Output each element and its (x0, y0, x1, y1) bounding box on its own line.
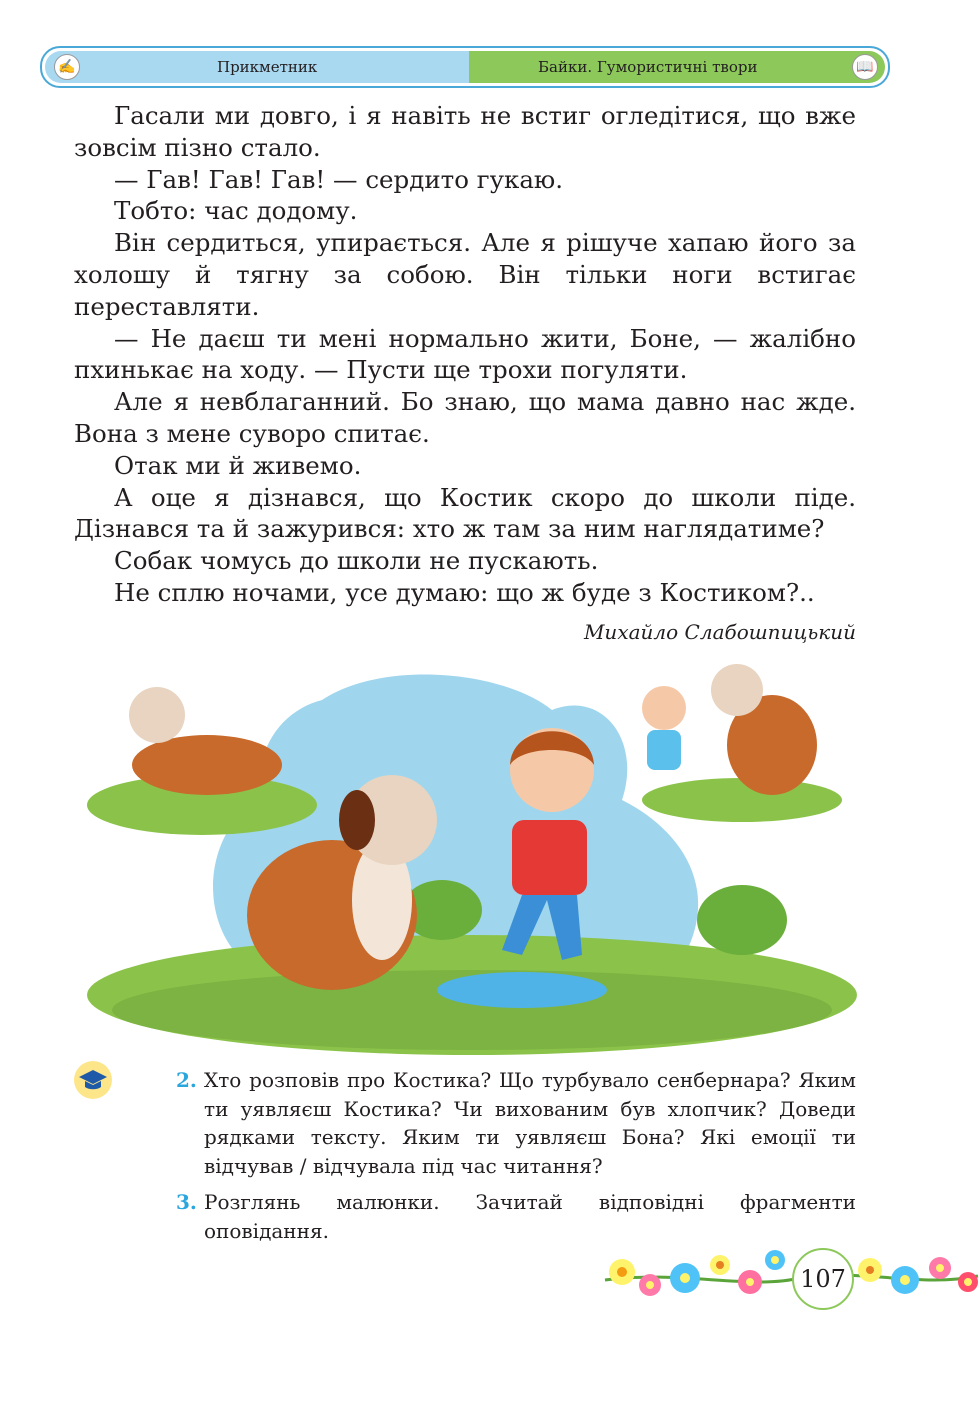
boy-small-head (642, 686, 686, 730)
grass-patch (642, 778, 842, 822)
boy-shirt (512, 820, 587, 895)
flower-icon (765, 1250, 785, 1270)
puddle (437, 972, 607, 1008)
dog-sitting-head (711, 664, 763, 716)
author-name: Михайло Слабошпицький (583, 620, 856, 644)
boy-small-body (647, 730, 681, 770)
question-text: Розглянь малюнки. Зачитай відповідні фрагменти оповідання. (204, 1190, 856, 1243)
question-text: Хто розповів про Костика? Що турбувало сенбернара? Яким ти уявляєш Костика? Чи вихованим був хлопчик? Доведи рядками тексту. Яким ти уявляєш Бона? Які емоції ти відчував / відчувала під час читання? (204, 1068, 856, 1178)
questions-section (176, 1066, 856, 1253)
story-paragraph: Але я невблаганний. Бо знаю, що мама давно нас жде. Вона з мене суворо спитає. (74, 387, 856, 448)
flower-icon (609, 1259, 635, 1285)
flower-icon (929, 1257, 951, 1279)
story-text (74, 100, 856, 609)
header-section-label: Байки. Гумористичні твори (538, 58, 758, 76)
question-item (176, 1188, 856, 1245)
flower-icon (738, 1270, 762, 1294)
flower-icon (639, 1274, 661, 1296)
dog-lying-body (132, 735, 282, 795)
flower-icon (670, 1263, 700, 1293)
flower-garland (600, 1240, 980, 1312)
story-paragraph: — Не даєш ти мені нормально жити, Боне, — жалібно пхинькає на ходу. — Пусти ще трохи погуляти. (74, 323, 856, 385)
big-dog-ear (339, 790, 375, 850)
page-header (40, 46, 888, 86)
flower-icon (858, 1258, 882, 1282)
question-item (176, 1066, 856, 1180)
flower-icon (710, 1255, 730, 1275)
flower-icon (891, 1266, 919, 1294)
book-icon: 📖 (852, 54, 878, 80)
story-paragraph: Не сплю ночами, усе думаю: що ж буде з Костиком?.. (114, 577, 815, 607)
header-topic-label: Прикметник (217, 58, 318, 76)
story-illustration (82, 660, 862, 1055)
bush (697, 885, 787, 955)
story-paragraph: Тобто: час додому. (114, 196, 358, 226)
page-number: 107 (792, 1248, 854, 1310)
story-paragraph: Гасали ми довго, і я навіть не встиг огледітися, що вже зовсім пізно стало. (74, 101, 856, 162)
story-paragraph: Отак ми й живемо. (114, 450, 362, 480)
pen-icon: ✍ (54, 54, 80, 80)
story-paragraph: — Гав! Гав! Гав! — сердито гукаю. (114, 164, 564, 194)
story-paragraph: А оце я дізнався, що Костик скоро до школи піде. Дізнався та й зажурився: хто ж там за ним наглядатиме? (74, 482, 856, 544)
question-number: 2. (176, 1068, 197, 1092)
header-bar (40, 46, 890, 88)
flower-icon (958, 1272, 978, 1292)
story-paragraph: Собак чомусь до школи не пускають. (114, 546, 599, 576)
question-number: 3. (176, 1190, 197, 1214)
graduation-cap-icon (73, 1060, 113, 1100)
story-paragraph: Він сердиться, упирається. Але я рішуче хапаю його за холошу й тягну за собою. Він тільки ноги встигає переставляти. (74, 228, 856, 321)
dog-lying-head (129, 687, 185, 743)
